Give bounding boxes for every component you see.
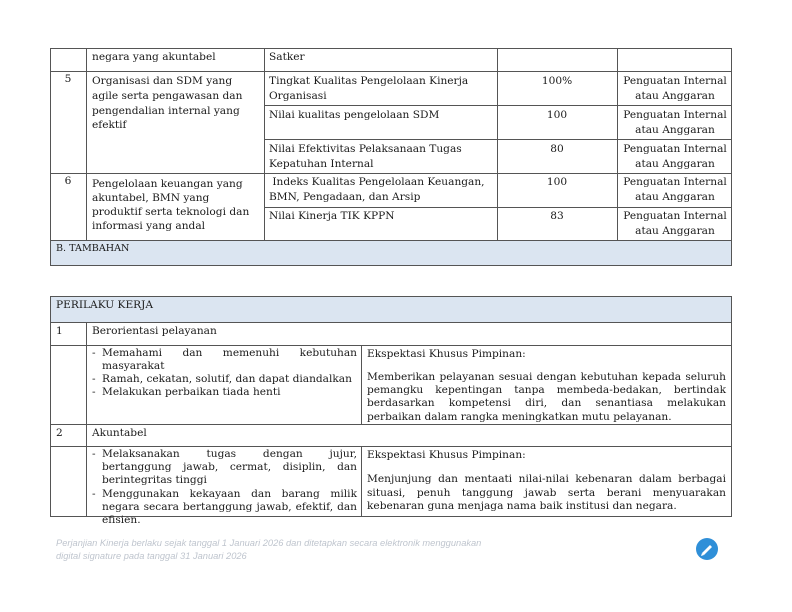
behavior-points [92,347,357,399]
behavior-point: - Melaksanakan tugas dengan jujur, bertanggung jawab, cermat, disiplin, dan berintegritas tinggi [92,448,357,488]
row-number: 6 [64,175,72,187]
section-b-label: B. TAMBAHAN [56,243,130,254]
footer-line: Perjanjian Kinerja berlaku sejak tanggal 1 Januari 2026 dan ditetapkan secara elektronik menggunakan [56,538,482,548]
item-title: Akuntabel [92,427,147,439]
indicator-text: Nilai Kinerja TIK KPPN [269,210,395,222]
item-number: 2 [56,427,63,439]
behavior-point: - Memahami dan memenuhi kebutuhan masyarakat [92,347,357,373]
note-text: Penguatan Internal atau Anggaran [623,143,727,171]
indicator-text: Nilai kualitas pengelolaan SDM [269,109,440,121]
expectation-label: Ekspektasi Khusus Pimpinan: [367,348,526,360]
indicator-text: Indeks Kualitas Pengelolaan Keuangan, BMN, Pengadaan, dan Arsip [269,176,488,204]
indicator-text: Nilai Efektivitas Pelaksanaan Tugas Kepatuhan Internal [269,143,462,171]
item-title: Berorientasi pelayanan [92,325,217,337]
target-value: 100 [546,109,568,121]
expectation-text: Memberikan pelayanan sesuai dengan kebutuhan kepada seluruh pemangku kepentingan tanpa membeda-bedakan, bertindak berdasarkan kompetensi diri, dan senantiasa melakukan perbaikan dalam rangka meningkatkan mutu pelayanan. [367,371,726,423]
expectation-label: Ekspektasi Khusus Pimpinan: [367,449,526,461]
footer-line: digital signature pada tanggal 31 Januari 2026 [56,551,247,561]
behavior-points [92,448,357,527]
note-text: Penguatan Internal atau Anggaran [623,210,727,238]
row-number: 5 [64,73,72,85]
target-value: 80 [550,143,564,155]
goal-text: Pengelolaan keuangan yang akuntabel, BMN yang produktif serta teknologi dan informasi yang andal [92,178,250,232]
perilaku-header: PERILAKU KERJA [56,299,154,311]
target-value: 100% [541,75,573,87]
target-value: 100 [546,176,568,188]
behavior-point: - Melakukan perbaikan tiada henti [92,386,357,399]
note-text: Penguatan Internal atau Anggaran [623,75,727,103]
indicator-text: Tingkat Kualitas Pengelolaan Kinerja Organisasi [269,75,469,103]
behavior-point: - Ramah, cekatan, solutif, dan dapat diandalkan [92,373,357,386]
note-text: Penguatan Internal atau Anggaran [623,176,727,204]
item-number: 1 [56,325,63,337]
signature-logo-icon [695,537,719,561]
expectation-text: Menjunjung dan mentaati nilai-nilai kebenaran dalam berbagai situasi, penuh tanggung jawab serta berani menyuarakan kebenaran guna menjaga nama baik institusi dan negara. [367,473,726,513]
goal-text: Organisasi dan SDM yang agile serta pengawasan dan pengendalian internal yang efektif [92,75,243,132]
indicator-text: Satker [269,51,305,63]
footer-note [56,537,481,563]
goal-text: negara yang akuntabel [92,51,216,63]
behavior-point: - Menggunakan kekayaan dan barang milik negara secara bertanggung jawab, efektif, dan efisien. [92,488,357,528]
note-text: Penguatan Internal atau Anggaran [623,109,727,137]
target-value: 83 [550,210,564,222]
